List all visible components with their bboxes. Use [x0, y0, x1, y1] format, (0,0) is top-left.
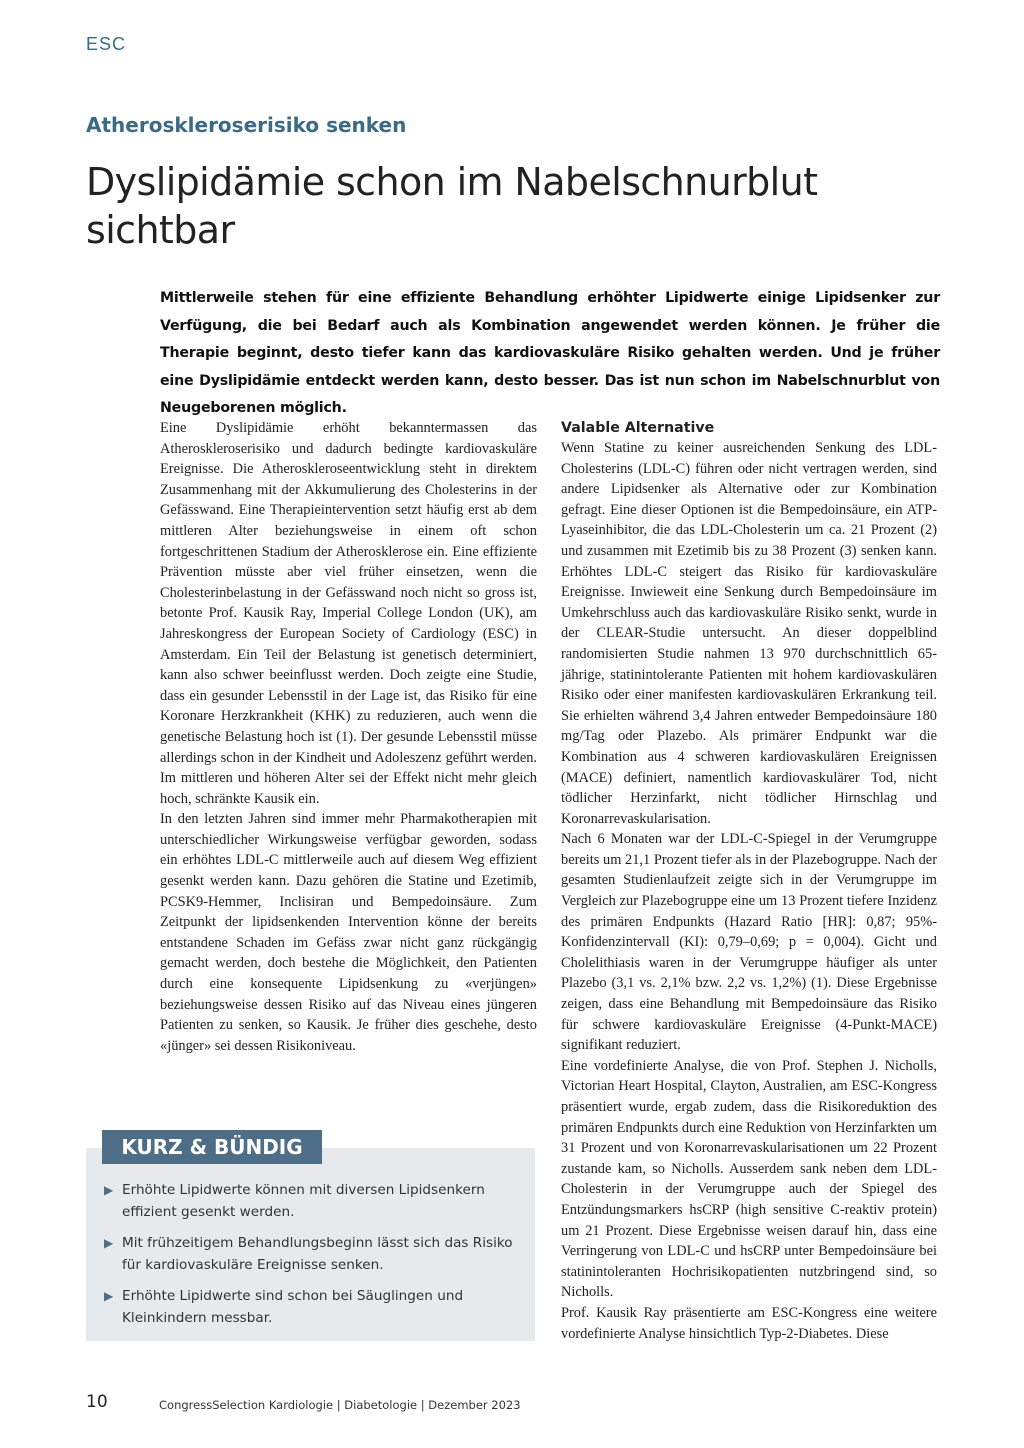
section-subhead: Valable Alternative — [561, 420, 715, 436]
article-lead: Mittlerweile stehen für eine effiziente Behandlung erhöhter Lipidwerte einige Lipidsenker zur Verfügung, die bei Bedarf auch als Kombination angewendet werden können. Je früher die Therapie beginnt, desto tiefer kann das kardiovaskuläre Risiko gehalten werden. Und je früher eine Dyslipidämie entdeckt werden kann, desto besser. Das ist nun schon im Nabelschnurblut von Neugeborenen möglich. — [160, 290, 940, 416]
list-item — [104, 1180, 518, 1223]
list-item-text: Erhöhte Lipidwerte können mit diversen Lipidsenkern effizient gesenkt werden. — [122, 1182, 485, 1220]
triangle-right-icon: ▶ — [104, 1183, 114, 1197]
triangle-right-icon: ▶ — [104, 1236, 114, 1250]
article-kicker: Atheroskleroserisiko senken — [86, 113, 407, 137]
right-column — [561, 418, 937, 1344]
list-item-text: Mit frühzeitigem Behandlungsbeginn lässt sich das Risiko für kardiovaskuläre Ereignisse senken. — [122, 1235, 513, 1273]
body-paragraph: Prof. Kausik Ray präsentierte am ESC-Kongress eine weitere vordefinierte Analyse hinsichtlich Typ-2-Diabetes. Diese — [561, 1304, 937, 1342]
article-title: Dyslipidämie schon im Nabelschnurblut sichtbar — [86, 160, 818, 252]
body-paragraph: Eine vordefinierte Analyse, die von Prof. Stephen J. Nicholls, Victorian Heart Hospital, Clayton, Australien, am ESC-Kongress präsentiert wurde, ergab zudem, dass die Risikoreduktion des primären Endpunkts durch eine Reduktion von Herzinfarkten um 31 Prozent und von Koronarrevaskularisationen um 22 Prozent zustande kam, so Nicholls. Ausserdem sank neben dem LDL-Cholesterin in der Verumgruppe auch der Spiegel des Entzündungsmarkers hsCRP (high sensitive C-reaktiv protein) um 21 Prozent. Diese Ergebnisse weisen darauf hin, dass eine Verringerung von LDL-C und hsCRP unter Bempedoinsäure bei statinintoleranten Hochrisikopatienten nutzbringend sind, so Nicholls. — [561, 1057, 937, 1301]
triangle-right-icon: ▶ — [104, 1289, 114, 1303]
publication-footer: CongressSelection Kardiologie | Diabetologie | Dezember 2023 — [159, 1398, 521, 1412]
left-column — [160, 418, 537, 1056]
body-paragraph: Wenn Statine zu keiner ausreichenden Senkung des LDL-Cholesterins (LDL-C) führen oder nicht vertragen werden, sind andere Lipidsenker als Alternative oder zur Kombination gefragt. Eine dieser Optionen ist die Bempedoinsäure, ein ATP-Lyaseinhibitor, die das LDL-Cholesterin um ca. 21 Prozent (2) und zusammen mit Ezetimib bis zu 38 Prozent (3) senken kann. Erhöhtes LDL-C steigert das Risiko für kardiovaskuläre Ereignisse. Inwieweit eine Senkung durch Bempedoinsäure im Umkehrschluss auch das kardiovaskuläre Risiko senkt, wurde in der CLEAR-Studie untersucht. An dieser doppelblind randomisierten Studie nahmen 13 970 durchschnittlich 65-jährige, statinintolerante Patienten mit hohem kardiovaskulären Risiko oder einer manifesten kardiovaskulären Erkrankung teil. Sie erhielten während 3,4 Jahren entweder Bempedoinsäure 180 mg/Tag oder Plazebo. Als primärer Endpunkt war die Kombination aus 4 schweren kardiovaskulären Ereignissen (MACE) definiert, namentlich kardiovaskulärer Tod, nicht tödlicher Herzinfarkt, nicht tödlicher Hirnschlag und Koronarrevaskularisation. — [561, 440, 937, 827]
body-paragraph: In den letzten Jahren sind immer mehr Pharmakotherapien mit unterschiedlicher Wirkungsweise verfügbar geworden, sodass ein erhöhtes LDL-C mittlerweile auch auf diesem Weg effizient gesenkt werden kann. Dazu gehören die Statine und Ezetimib, PCSK9-Hemmer, Inclisiran und Bempedoinsäure. Zum Zeitpunkt der lipidsenkenden Intervention könne der bereits entstandene Schaden im Gefäss zwar nicht ganz rückgängig gemacht werden, doch bestehe die Möglichkeit, den Patienten durch eine konsequente Lipidsenkung zu «verjüngen» beziehungsweise dessen Risiko auf das Niveau eines jüngeren Patienten zu senken, so Kausik. Je früher dies geschehe, desto «jünger» sei dessen Risikoniveau. — [160, 811, 537, 1054]
body-paragraph: Eine Dyslipidämie erhöht bekanntermassen das Atheroskleroserisiko und dadurch bedingte kardiovaskuläre Ereignisse. Die Atheroskleroseentwicklung steht in direktem Zusammenhang mit der Akkumulierung des Cholesterins in der Gefässwand. Eine Therapieintervention setzt häufig erst ab dem mittleren Alter beziehungsweise in einem oft schon fortgeschrittenen Stadium der Atherosklerose ein. Eine effiziente Prävention müsste aber viel früher einsetzen, wenn die Cholesterinbelastung in der Gefässwand noch nicht so gross ist, betonte Prof. Kausik Ray, Imperial College London (UK), am Jahreskongress der European Society of Cardiology (ESC) in Amsterdam. Ein Teil der Belastung ist genetisch determiniert, kann also schwer beeinflusst werden. Doch zeigte eine Studie, dass ein gesunder Lebensstil in der Lage ist, das Risiko für eine Koronare Herzkrankheit (KHK) zu reduzieren, auch wenn die genetische Belastung hoch ist (1). Der gesunde Lebensstil müsse allerdings schon in der Kindheit und Adoleszenz geführt werden. Im mittleren und höheren Alter sei der Effekt nicht mehr gleich hoch, schränkte Kausik ein. — [160, 420, 537, 807]
list-item — [104, 1233, 518, 1276]
body-paragraph: Nach 6 Monaten war der LDL-C-Spiegel in der Verumgruppe bereits um 21,1 Prozent tiefer als in der Plazebogruppe. Nach der gesamten Studienlaufzeit zeigte sich in der Verumgruppe im Vergleich zur Plazebogruppe eine um 13 Prozent tiefere Inzidenz des primären Endpunkts (Hazard Ratio [HR]: 0,87; 95%-Konfidenzintervall (KI): 0,79–0,69; p = 0,004). Gicht und Cholelithiasis waren in der Verumgruppe häufiger als unter Plazebo (3,1 vs. 2,1% bzw. 2,2 vs. 1,2%) (1). Diese Ergebnisse zeigen, dass eine Behandlung mit Bempedoinsäure das Risiko für schwere kardiovaskuläre Ereignisse (4-Punkt-MACE) signifikant reduziert. — [561, 831, 937, 1054]
list-item — [104, 1286, 518, 1329]
page-number: 10 — [86, 1392, 108, 1412]
list-item-text: Erhöhte Lipidwerte sind schon bei Säuglingen und Kleinkindern messbar. — [122, 1288, 464, 1326]
summary-list — [104, 1180, 518, 1339]
summary-box-title: KURZ & BÜNDIG — [102, 1130, 322, 1164]
section-label: ESC — [86, 34, 127, 54]
